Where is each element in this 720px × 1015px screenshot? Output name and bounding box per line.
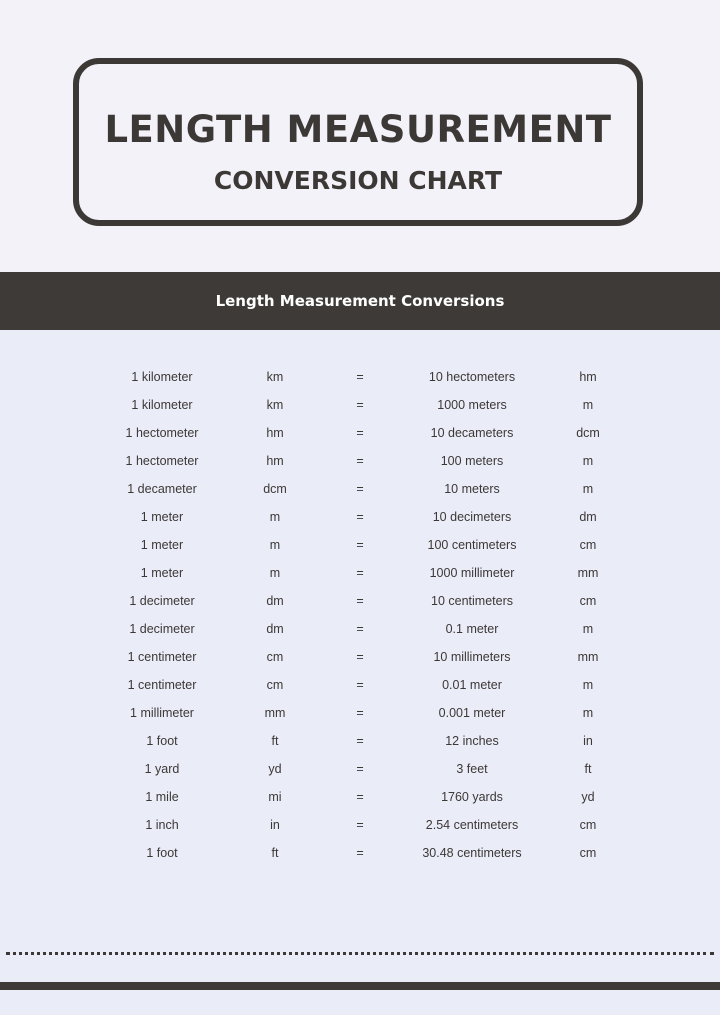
from-value: 1 kilometer	[131, 398, 193, 412]
from-unit: mi	[268, 790, 282, 804]
from-value: 1 hectometer	[125, 454, 199, 468]
from-value: 1 meter	[140, 538, 184, 552]
equals-sign: =	[356, 650, 364, 664]
bottom-bar	[0, 982, 720, 990]
to-unit: m	[582, 622, 594, 636]
from-unit: ft	[271, 846, 279, 860]
title-frame	[73, 58, 643, 226]
table-row	[0, 643, 720, 671]
from-value: 1 yard	[144, 762, 180, 776]
equals-sign: =	[356, 622, 364, 636]
conversion-table	[0, 363, 720, 867]
table-row	[0, 531, 720, 559]
page-subtitle: CONVERSION CHART	[213, 166, 503, 195]
to-unit: m	[582, 706, 594, 720]
from-unit: m	[269, 566, 281, 580]
to-value: 30.48 centimeters	[422, 846, 522, 860]
conversion-table-area	[0, 330, 720, 1015]
section-header	[0, 272, 720, 330]
to-value: 2.54 centimeters	[425, 818, 519, 832]
from-unit: km	[266, 370, 284, 384]
table-row	[0, 559, 720, 587]
to-unit: dm	[579, 510, 597, 524]
to-value: 1760 yards	[441, 790, 503, 804]
from-value: 1 foot	[146, 734, 178, 748]
from-value: 1 decimeter	[129, 622, 195, 636]
table-row	[0, 447, 720, 475]
equals-sign: =	[356, 818, 364, 832]
to-value: 10 decimeters	[432, 510, 512, 524]
equals-sign: =	[356, 426, 364, 440]
from-value: 1 centimeter	[127, 678, 197, 692]
equals-sign: =	[356, 846, 364, 860]
equals-sign: =	[356, 370, 364, 384]
to-unit: yd	[581, 790, 595, 804]
from-unit: cm	[266, 650, 284, 664]
to-value: 10 decameters	[430, 426, 514, 440]
from-unit: hm	[266, 426, 284, 440]
to-value: 1000 meters	[437, 398, 507, 412]
from-value: 1 hectometer	[125, 426, 199, 440]
to-unit: cm	[579, 538, 597, 552]
table-row	[0, 699, 720, 727]
equals-sign: =	[356, 790, 364, 804]
to-unit: m	[582, 398, 594, 412]
table-row	[0, 363, 720, 391]
page-title: LENGTH MEASUREMENT	[104, 108, 612, 151]
to-value: 10 centimeters	[431, 594, 513, 608]
table-row	[0, 671, 720, 699]
to-value: 0.01 meter	[442, 678, 502, 692]
table-row	[0, 503, 720, 531]
equals-sign: =	[356, 482, 364, 496]
to-unit: cm	[579, 594, 597, 608]
to-unit: m	[582, 678, 594, 692]
from-value: 1 meter	[140, 566, 184, 580]
from-unit: hm	[266, 454, 284, 468]
equals-sign: =	[356, 398, 364, 412]
table-row	[0, 727, 720, 755]
from-unit: dm	[266, 622, 284, 636]
to-unit: mm	[577, 566, 599, 580]
from-unit: m	[269, 538, 281, 552]
table-row	[0, 839, 720, 867]
to-value: 3 feet	[456, 762, 488, 776]
to-unit: hm	[579, 370, 597, 384]
to-value: 1000 millimeter	[429, 566, 515, 580]
from-value: 1 centimeter	[127, 650, 197, 664]
equals-sign: =	[356, 538, 364, 552]
to-value: 0.001 meter	[438, 706, 506, 720]
table-row	[0, 419, 720, 447]
to-unit: ft	[584, 762, 592, 776]
table-row	[0, 755, 720, 783]
from-unit: yd	[268, 762, 282, 776]
to-unit: cm	[579, 846, 597, 860]
to-value: 100 centimeters	[427, 538, 517, 552]
to-unit: in	[583, 734, 593, 748]
equals-sign: =	[356, 734, 364, 748]
to-value: 100 meters	[440, 454, 504, 468]
equals-sign: =	[356, 454, 364, 468]
table-row	[0, 587, 720, 615]
from-unit: in	[270, 818, 280, 832]
title-area	[0, 0, 720, 272]
to-unit: mm	[577, 650, 599, 664]
from-value: 1 decimeter	[129, 594, 195, 608]
from-value: 1 decameter	[127, 482, 197, 496]
to-value: 10 hectometers	[428, 370, 516, 384]
to-value: 10 meters	[444, 482, 500, 496]
equals-sign: =	[356, 762, 364, 776]
to-value: 10 millimeters	[433, 650, 511, 664]
from-unit: km	[266, 398, 284, 412]
from-unit: cm	[266, 678, 284, 692]
equals-sign: =	[356, 706, 364, 720]
table-row	[0, 783, 720, 811]
to-value: 0.1 meter	[445, 622, 499, 636]
from-value: 1 inch	[145, 818, 179, 832]
from-unit: dm	[266, 594, 284, 608]
to-unit: dcm	[576, 426, 600, 440]
table-row	[0, 391, 720, 419]
from-value: 1 millimeter	[130, 706, 194, 720]
to-unit: m	[582, 454, 594, 468]
to-unit: m	[582, 482, 594, 496]
section-header-label: Length Measurement Conversions	[215, 292, 505, 310]
from-unit: m	[269, 510, 281, 524]
from-value: 1 meter	[140, 510, 184, 524]
from-value: 1 mile	[145, 790, 179, 804]
equals-sign: =	[356, 510, 364, 524]
equals-sign: =	[356, 566, 364, 580]
from-unit: mm	[264, 706, 286, 720]
equals-sign: =	[356, 678, 364, 692]
to-value: 12 inches	[445, 734, 499, 748]
from-unit: dcm	[263, 482, 287, 496]
table-row	[0, 615, 720, 643]
from-value: 1 foot	[146, 846, 178, 860]
from-unit: ft	[271, 734, 279, 748]
table-row	[0, 811, 720, 839]
table-row	[0, 475, 720, 503]
to-unit: cm	[579, 818, 597, 832]
from-value: 1 kilometer	[131, 370, 193, 384]
dotted-divider	[6, 952, 714, 955]
equals-sign: =	[356, 594, 364, 608]
